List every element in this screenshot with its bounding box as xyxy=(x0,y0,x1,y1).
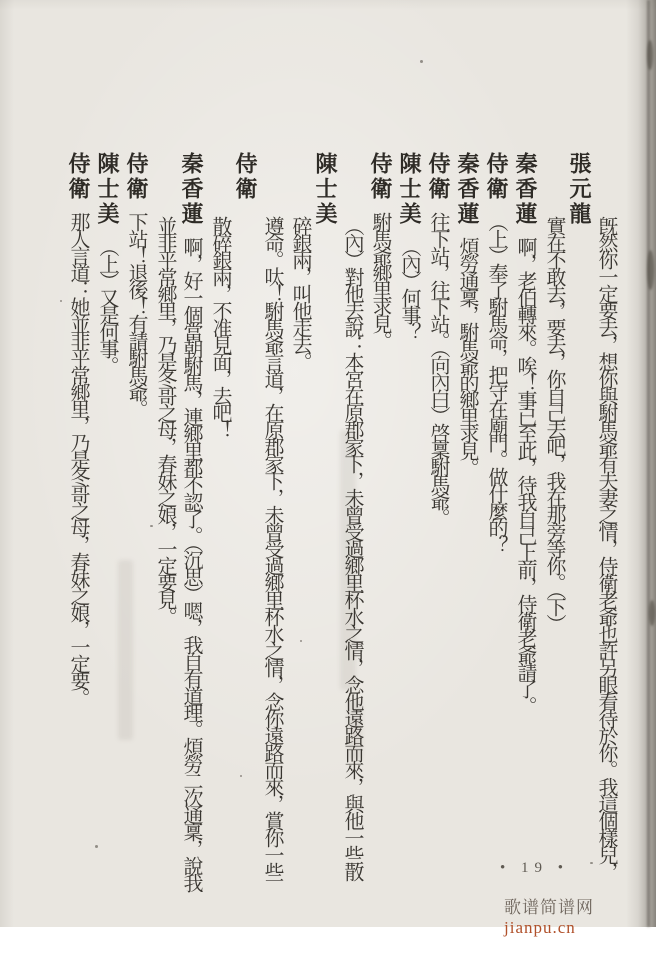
speaker-name: 秦香蓮 xyxy=(179,152,204,227)
dialogue-line: 碎銀兩，叫他走去。 xyxy=(289,216,311,369)
speaker-name: 陳士美 xyxy=(95,152,120,227)
speaker-name: 秦香蓮 xyxy=(455,152,480,227)
speaker-name: 張元龍 xyxy=(567,152,592,227)
speech-chenshimei xyxy=(396,152,422,914)
speech-shiwei xyxy=(425,152,451,914)
dialogue-line: 實在不敢去，要去，你自己去吧，我在那旁等你。（下） xyxy=(543,216,565,631)
page-number: • 19 • xyxy=(500,860,570,876)
watermark-link[interactable]: jianpu.cn xyxy=(504,918,576,937)
binding-crease xyxy=(647,0,650,927)
watermark xyxy=(504,893,656,938)
speaker-name: 侍衛 xyxy=(426,152,451,202)
watermark-site-name: 歌谱简谱网 xyxy=(504,898,594,917)
dialogue-line: 下站！退後！有請駙馬爺。 xyxy=(125,212,147,416)
speech-qinxianglian xyxy=(152,152,204,914)
speech-column xyxy=(483,152,509,914)
speaker-name: 侍衛 xyxy=(124,152,149,202)
scan-blotch xyxy=(647,40,653,70)
speech-column xyxy=(454,152,480,914)
dialogue-line: 散碎銀兩，不准見面，去吧！ xyxy=(209,216,231,437)
dialogue-line: 並非平常鄉里，乃是冬哥之母，春妹之娘，一定要見。 xyxy=(154,216,176,624)
speech-qinxianglian xyxy=(512,152,538,914)
dialogue-line: （上）奉了駙馬命，把守在廟門。做什麼的？ xyxy=(485,212,507,552)
speech-shiwei xyxy=(483,152,509,914)
dialogue-line: （內）對他去說：本宮在原郡家下，未曾受過鄉里杯水之情，念他遠路而來，與他一些散 xyxy=(341,216,363,879)
speech-shiwei xyxy=(123,152,149,914)
speaker-name: 侍衛 xyxy=(484,152,509,202)
dialogue-line: 駙馬爺鄉里求見。 xyxy=(369,212,391,348)
dialogue-line: 煩勞通稟，駙馬爺的鄉里求見。 xyxy=(456,237,478,475)
dialogue-line: 遵命。呔！駙馬爺言道，在原郡家下，未曾受過鄉里杯水之情，念你遠路而來，賞你一些 xyxy=(261,216,283,879)
speaker-name: 侍衛 xyxy=(66,152,91,202)
speech-zhangyuanlong xyxy=(541,152,618,914)
speech-qinxianglian xyxy=(454,152,480,914)
speech-column xyxy=(425,152,451,914)
speech-chenshimei xyxy=(287,152,364,914)
dialogue-line: 啊，老伯轉來。唉！事已至此，待我自己上前，侍衛老爺請了。 xyxy=(514,237,536,713)
speech-shiwei xyxy=(65,152,91,914)
speech-shiwei xyxy=(367,152,393,914)
speech-column xyxy=(65,152,91,914)
speech-shiwei xyxy=(207,152,284,914)
speech-column xyxy=(123,152,149,914)
dialogue-line: 旣然你一定要去，想你與駙馬爺有夫妻之情，侍衛老爺也許另眼看待於你。我這個樣兒， xyxy=(595,216,617,879)
dialogue-line: 那人言道：她並非平常鄉里，乃是冬哥之母，春妹之娘，一定要。 xyxy=(67,212,89,705)
dialogue-line: （上）又是何事。 xyxy=(96,237,118,373)
speech-column xyxy=(367,152,393,914)
speech-chenshimei xyxy=(94,152,120,914)
speech-column xyxy=(94,152,120,914)
paper-speck xyxy=(420,60,423,63)
scan-blotch xyxy=(649,600,655,626)
speech-column xyxy=(512,152,538,914)
speaker-name: 陳士美 xyxy=(313,152,338,227)
speaker-name: 侍衛 xyxy=(233,152,258,202)
dialogue-line: 啊，好一個當朝駙馬，連鄉里都不認了。（沉思）嗯，我自有道理。煩勞二次通稟，說我 xyxy=(180,237,202,890)
speech-column xyxy=(178,152,204,914)
speaker-name: 侍衛 xyxy=(368,152,393,202)
speaker-name: 秦香蓮 xyxy=(513,152,538,227)
dialogue-line: 往下站，往下站。（向內白）啓稟駙馬爺。 xyxy=(427,212,449,525)
binding-shadow xyxy=(626,0,656,927)
script-text-area xyxy=(33,152,618,914)
speaker-name: 陳士美 xyxy=(397,152,422,227)
scan-blotch xyxy=(647,250,654,290)
speech-column xyxy=(396,152,422,914)
dialogue-line: （內）何事？ xyxy=(398,237,420,339)
